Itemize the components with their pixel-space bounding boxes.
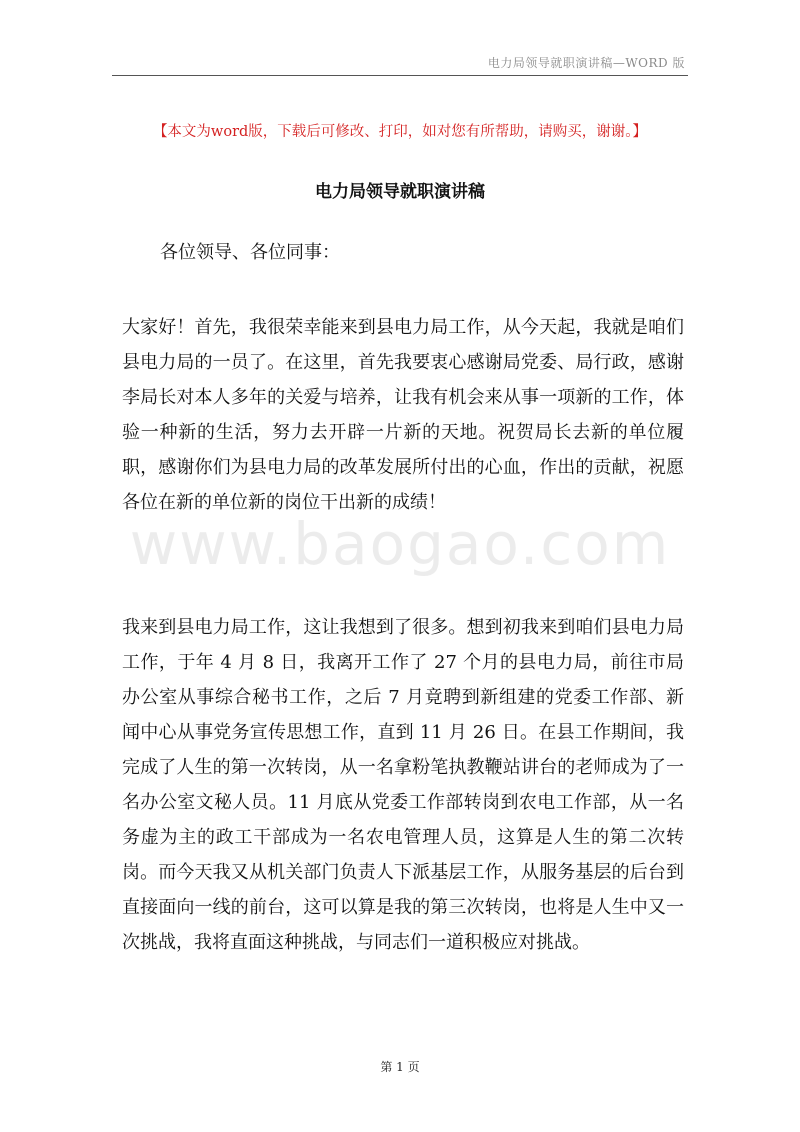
document-title: 电力局领导就职演讲稿 [315,182,485,202]
paragraph-2: 我来到县电力局工作，这让我想到了很多。想到初我来到咱们县电力局工作，于年 4 月 8 日，我离开工作了 27 个月的县电力局，前往市局办公室从事综合秘书工作，之后 7 月竟聘到新组建的党委工作部、新闻中心从事党务宣传思想工作，直到 11 月 26 日。在县工作期间，我完成了人生的第一次转岗，从一名拿粉笔执教鞭站讲台的老师成为了一名办公室文秘人员。11 月底从党委工作部转岗到农电工作部，从一名务虚为主的政工干部成为一名农电管理人员，这算是人生的第二次转岗。而今天我又从机关部门负责人下派基层工作，从服务基层的后台到直接面向一线的前台，这可以算是我的第三次转岗，也将是人生中又一次挑战，我将直面这种挑战，与同志们一道积极应对挑战。 [122,617,684,953]
header-title: 电力局领导就职演讲稿—WORD 版 [487,56,685,70]
watermark: www.baogao.com [129,510,671,578]
page-number: 第 1 页 [380,1060,420,1074]
paragraph-1: 大家好！首先，我很荣幸能来到县电力局工作，从今天起，我就是咱们县电力局的一员了。在这里，首先我要衷心感谢局党委、局行政，感谢李局长对本人多年的关爱与培养，让我有机会来从事一项新的工作，体验一种新的生活，努力去开辟一片新的天地。祝贺局长去新的单位履职，感谢你们为县电力局的改革发展所付出的心血，作出的贡献，祝愿各位在新的单位新的岗位干出新的成绩！ [122,317,684,513]
header-divider [112,75,688,76]
greeting: 各位领导、各位同事： [160,242,340,263]
purchase-notice: 【本文为word版，下载后可修改、打印，如对您有所帮助，请购买，谢谢。】 [152,124,648,140]
